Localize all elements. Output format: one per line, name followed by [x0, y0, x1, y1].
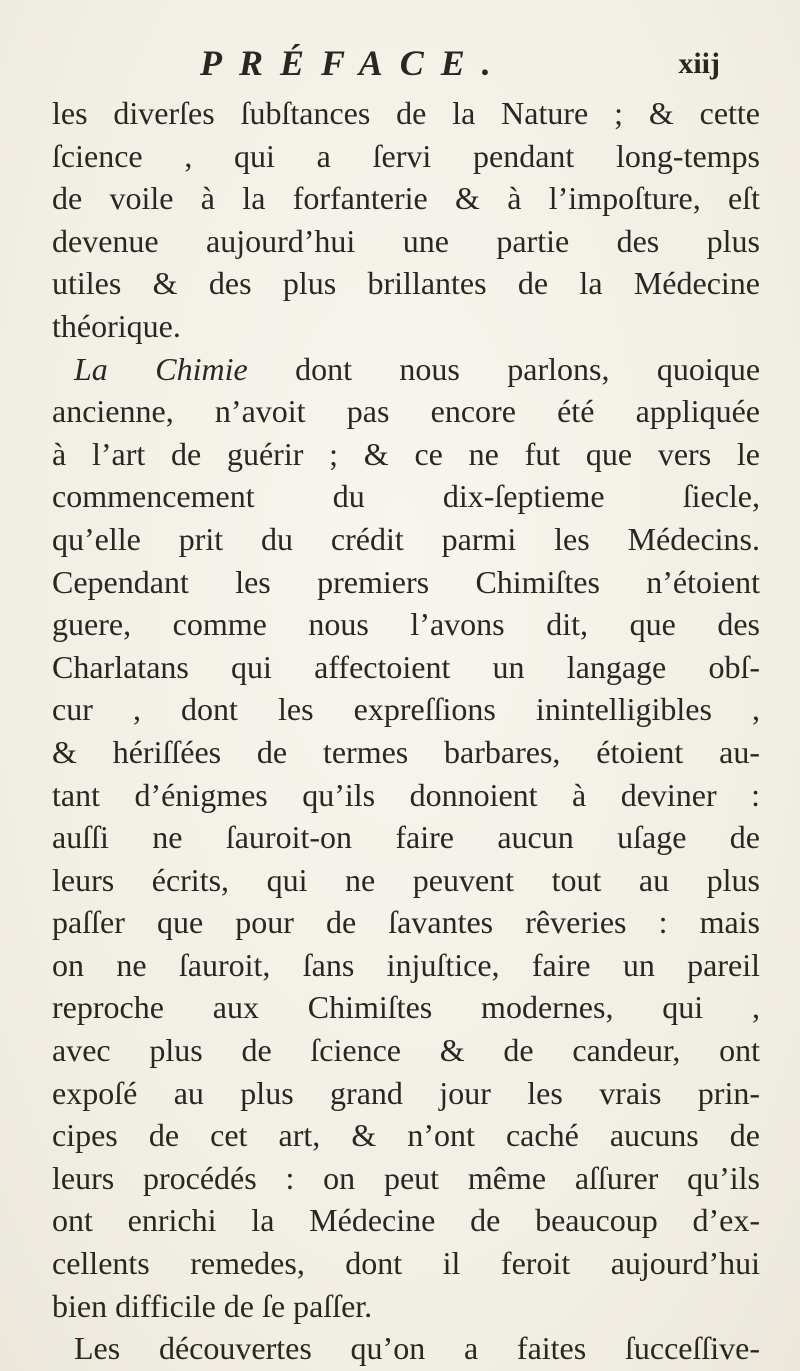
text-line-1: les diverſes ſubſtances de la Nature ; & cette	[52, 95, 760, 131]
text-line-7	[52, 348, 760, 391]
text-line-26: leurs procédés : on peut même aſſurer qu’ils	[52, 1159, 760, 1196]
text-line-21: on ne ſauroit, ſans injuſtice, faire un pareil	[52, 946, 760, 983]
text-line-13: guere, comme nous l’avons dit, que des	[52, 606, 760, 643]
text-line-11: qu’elle prit du crédit parmi les Médecins.	[52, 520, 760, 557]
text-line-6: théorique.	[52, 307, 181, 344]
text-line-2: ſcience , qui a ſervi pendant long-temps	[52, 137, 760, 174]
text-line-30: Les découvertes qu’on a faites ſucceſſive-	[74, 1330, 760, 1367]
page-header	[200, 40, 720, 86]
text-line-24: expoſé au plus grand jour les vrais prin-	[52, 1074, 760, 1111]
body-text	[52, 92, 760, 1370]
text-line-18: auſſi ne ſauroit-on faire aucun uſage de	[52, 819, 760, 856]
text-line-7-rest: dont nous parlons, quoique	[295, 350, 761, 387]
text-line-20: paſſer que pour de ſavantes rêveries : mais	[52, 904, 760, 941]
text-line-28: cellents remedes, dont il feroit aujourd’hui	[52, 1245, 760, 1282]
page-number: xiij	[678, 47, 720, 80]
running-title: PRÉFACE.	[200, 43, 508, 83]
text-line-12: Cependant les premiers Chimiſtes n’étoient	[52, 563, 760, 600]
text-line-4: devenue aujourd’hui une partie des plus	[52, 222, 760, 259]
text-line-10: commencement du dix-ſeptieme ſiecle,	[52, 478, 760, 515]
text-line-5: utiles & des plus brillantes de la Médecine	[52, 265, 760, 302]
text-line-19: leurs écrits, qui ne peuvent tout au plus	[52, 861, 760, 898]
text-line-22: reproche aux Chimiſtes modernes, qui ,	[52, 989, 760, 1026]
text-line-16: & hériſſées de termes barbares, étoient au-	[52, 733, 760, 770]
text-line-29: bien difficile de ſe paſſer.	[52, 1287, 373, 1324]
text-line-3: de voile à la forfanterie & à l’impoſture, eſt	[52, 180, 760, 217]
text-line-15: cur , dont les expreſſions inintelligibles ,	[52, 691, 760, 728]
text-line-23: avec plus de ſcience & de candeur, ont	[52, 1032, 760, 1069]
text-line-17: tant d’énigmes qu’ils donnoient à deviner :	[52, 776, 760, 813]
italic-term: La Chimie	[74, 350, 248, 387]
text-line-14: Charlatans qui affectoient un langage obſ-	[52, 648, 760, 685]
text-line-25: cipes de cet art, & n’ont caché aucuns de	[52, 1117, 760, 1154]
text-line-8: ancienne, n’avoit pas encore été appliquée	[52, 393, 760, 430]
text-line-9: à l’art de guérir ; & ce ne fut que vers le	[52, 435, 760, 472]
text-line-27: ont enrichi la Médecine de beaucoup d’ex-	[52, 1202, 760, 1239]
